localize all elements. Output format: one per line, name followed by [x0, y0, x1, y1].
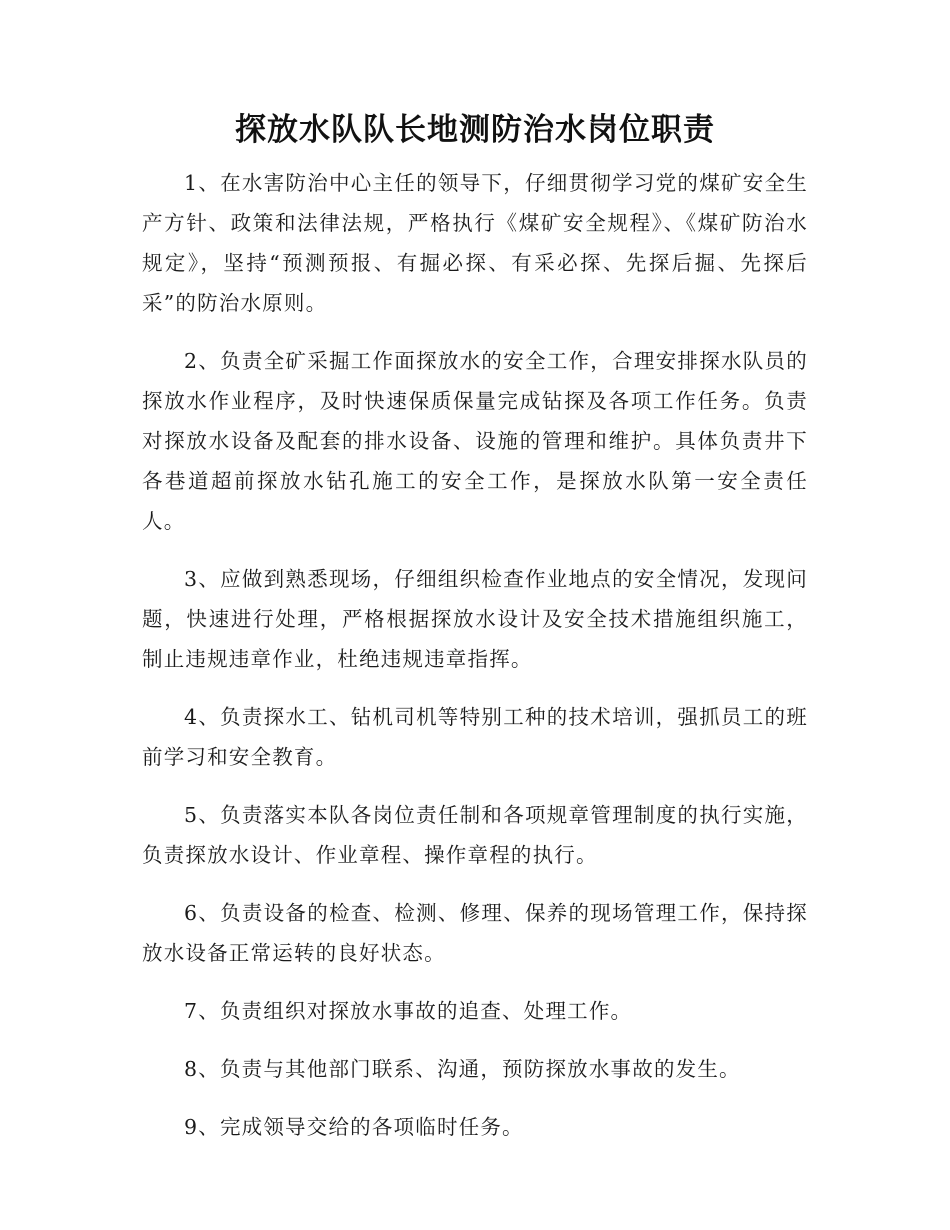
duty-item-2: 2、负责全矿采掘工作面探放水的安全工作，合理安排探水队员的探放水作业程序，及时快速保质保量完成钻探及各项工作任务。负责对探放水设备及配套的排水设备、设施的管理和维护。具体负责井下各巷道超前探放水钻孔施工的安全工作，是探放水队第一安全责任人。: [142, 349, 808, 533]
duty-item-9: 9、完成领导交给的各项临时任务。: [184, 1115, 524, 1139]
duty-item-4: 4、负责探水工、钻机司机等特别工种的技术培训，强抓员工的班前学习和安全教育。: [142, 705, 808, 769]
duty-item-7: 7、负责组织对探放水事故的追查、处理工作。: [184, 999, 633, 1023]
document-body: [142, 163, 808, 1165]
duty-item-6: 6、负责设备的检查、检测、修理、保养的现场管理工作，保持探放水设备正常运转的良好状态。: [142, 901, 808, 965]
duty-item-1: 1、在水害防治中心主任的领导下，仔细贯彻学习党的煤矿安全生产方针、政策和法律法规，严格执行《煤矿安全规程》、《煤矿防治水规定》，坚持“预测预报、有掘必探、有采必探、先探后掘、先探后采”的防治水原则。: [142, 171, 808, 315]
document-title: 探放水队队长地测防治水岗位职责: [235, 112, 715, 148]
duty-item-8: 8、负责与其他部门联系、沟通，预防探放水事故的发生。: [184, 1057, 741, 1081]
duty-item-3: 3、应做到熟悉现场，仔细组织检查作业地点的安全情况，发现问题，快速进行处理，严格根据探放水设计及安全技术措施组织施工，制止违规违章作业，杜绝违规违章指挥。: [142, 567, 808, 671]
duty-item-5: 5、负责落实本队各岗位责任制和各项规章管理制度的执行实施，负责探放水设计、作业章程、操作章程的执行。: [142, 803, 808, 867]
